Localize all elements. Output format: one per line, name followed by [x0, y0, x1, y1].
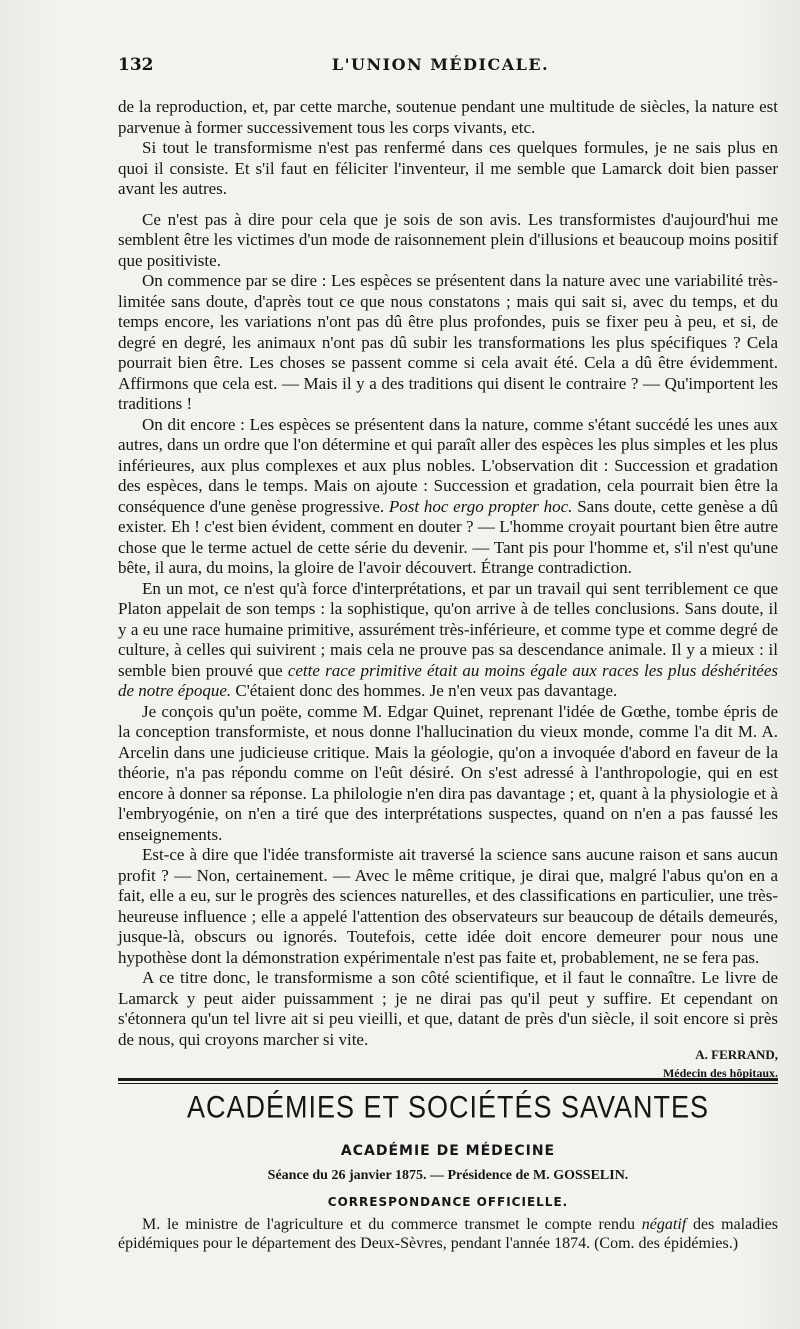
paragraph-text: En un mot, ce n'est qu'à force d'interprétations, et par un travail qui sent terriblement ce que Platon appelait de son temps : la sophistique, qu'on arrive à de telles conclusions. Sans doute, il y a eu une race humaine primitive, assurément très-inférieure, et comme type et comme degré de culture, à celles qui suivirent ; mais cela ne prouve pas sa descendance animale. Il y a mieux : il semble bien prouvé que	[118, 578, 778, 680]
paragraph: Si tout le transformisme n'est pas renfermé dans ces quelques formules, je ne sais plus en quoi il consiste. Et s'il faut en féliciter l'inventeur, il me semble que Lamarck doit bien passer avant les autres.	[118, 138, 778, 198]
page-header	[118, 55, 763, 79]
paragraph-text: On dit encore : Les espèces se présentent dans la nature, comme s'étant succédé les unes aux autres, dans un ordre que l'on détermine et qui paraît aller des espèces les plus simples et les plus inférieures, aux plus complexes et aux plus nobles. L'observation dit : Succession et gradation des espèces, dans le temps. Mais on ajoute : Succession et gradation, cela pourrait bien être la conséquence d'une genèse progressive.	[118, 414, 778, 516]
page-number: 132	[118, 55, 154, 75]
paragraph-text: des maladies épidémiques pour le département des Deux-Sèvres, pendant l'année 1874. (Com. des épidémies.)	[118, 1216, 779, 1252]
section-divider	[118, 1078, 778, 1084]
article-body	[118, 97, 778, 1082]
paragraph: de la reproduction, et, par cette marche, soutenue pendant une multitude de siècles, la nature est parvenue à former successivement tous les corps vivants, etc.	[118, 97, 778, 137]
italic-phrase: cette race primitive était au moins égale aux races les plus déshéritées de notre époque.	[118, 660, 778, 700]
double-rule	[118, 1078, 778, 1084]
paragraph: A ce titre donc, le transformisme a son côté scientifique, et il faut le connaître. Le livre de Lamarck y peut aider puissamment ; je ne dirai pas qu'il peut y suffire. Et cependant on s'étonnera qu'un tel livre ait si peu vieilli, et que, datant de près d'un siècle, il soit encore si près de nous, qui croyons marcher si vite.	[118, 968, 778, 1049]
correspondence-text	[118, 1215, 778, 1253]
author-name: A. FERRAND,	[695, 1047, 778, 1062]
paragraph: On commence par se dire : Les espèces se présentent dans la nature avec une variabilité très-limitée sans doute, d'après tout ce que nous constatons ; mais qui sait si, avec du temps, et du temps encore, les variations n'ont pas dû être plus profondes, puis se fixer peu à peu, et si, de degré en degré, les animaux n'ont pas dû subir les transformations les plus spécifiques ? Cela pourrait bien être. Les choses se passent comme si cela avait été. Cela a dû être évidemment. Affirmons que cela est. — Mais il y a des traditions qui disent le contraire ? — Qu'importent les traditions !	[118, 271, 778, 413]
section-title: ACADÉMIES ET SOCIÉTÉS SAVANTES	[186, 1089, 710, 1125]
paragraph	[118, 415, 778, 579]
session-line: Séance du 26 janvier 1875. — Présidence de M. GOSSELIN.	[267, 1168, 629, 1183]
paragraph	[118, 1215, 778, 1253]
latin-quote: Post hoc ergo propter hoc.	[388, 496, 573, 516]
correspondence-heading: CORRESPONDANCE OFFICIELLE.	[327, 1195, 569, 1209]
author-title: Médecin des hôpitaux.	[662, 1066, 778, 1080]
running-title: L'UNION MÉDICALE.	[331, 55, 550, 74]
paragraph-text: M. le ministre de l'agriculture et du commerce transmet le compte rendu	[142, 1216, 635, 1233]
paragraph: Je conçois qu'un poëte, comme M. Edgar Quinet, reprenant l'idée de Gœthe, tombe épris de la conception transformiste, et nous donne l'hallucination du vieux monde, comme l'a dit M. A. Arcelin dans une judicieuse critique. Mais la géologie, qu'on a invoquée d'abord en faveur de la théorie, n'a pas répondu comme on l'eût désiré. On s'est adressé à l'anthropologie, qui en est encore à donner sa réponse. La philologie n'en dira pas davantage ; et, quant à la physiologie et à l'embryogénie, on n'en a tiré que des interprétations suspectes, quand on n'en a pas faussé les enseignements.	[118, 701, 778, 844]
paragraph-text: C'étaient donc des hommes. Je n'en veux pas davantage.	[235, 681, 618, 700]
academy-heading: ACADÉMIE DE MÉDECINE	[340, 1143, 556, 1159]
paragraph-text: Sans doute, cette genèse a dû exister. Eh ! c'est bien évident, comment en douter ? — L'homme croyait pourtant bien être autre chose que le terme actuel de cette série du devenir. — Tant pis pour l'homme et, s'il n'est qu'une bête, il aura, du moins, la gloire de l'avoir découvert. Étrange contradiction.	[118, 496, 779, 577]
paragraph	[118, 579, 778, 702]
paragraph: Est-ce à dire que l'idée transformiste ait traversé la science sans aucune raison et sans aucun profit ? — Non, certainement. — Avec le même critique, je dirai que, malgré l'abus qu'on en a fait, elle a eu, sur le progrès des sciences naturelles, et des classifications en particulier, une très-heureuse influence ; elle a appelé l'attention des observateurs sur beaucoup de détails demeurés, jusque-là, obscurs ou ignorés. Toutefois, cette idée doit encore demeurer pour nous une hypothèse dont la démonstration expérimentale n'est pas faite et, probablement, ne se fera pas.	[118, 845, 778, 967]
paragraph: Ce n'est pas à dire pour cela que je sois de son avis. Les transformistes d'aujourd'hui me semblent être les victimes d'un mode de raisonnement plein d'illusions et beaucoup moins positif que positiviste.	[118, 209, 778, 270]
italic-word: négatif	[641, 1216, 687, 1233]
signature	[118, 1046, 778, 1082]
